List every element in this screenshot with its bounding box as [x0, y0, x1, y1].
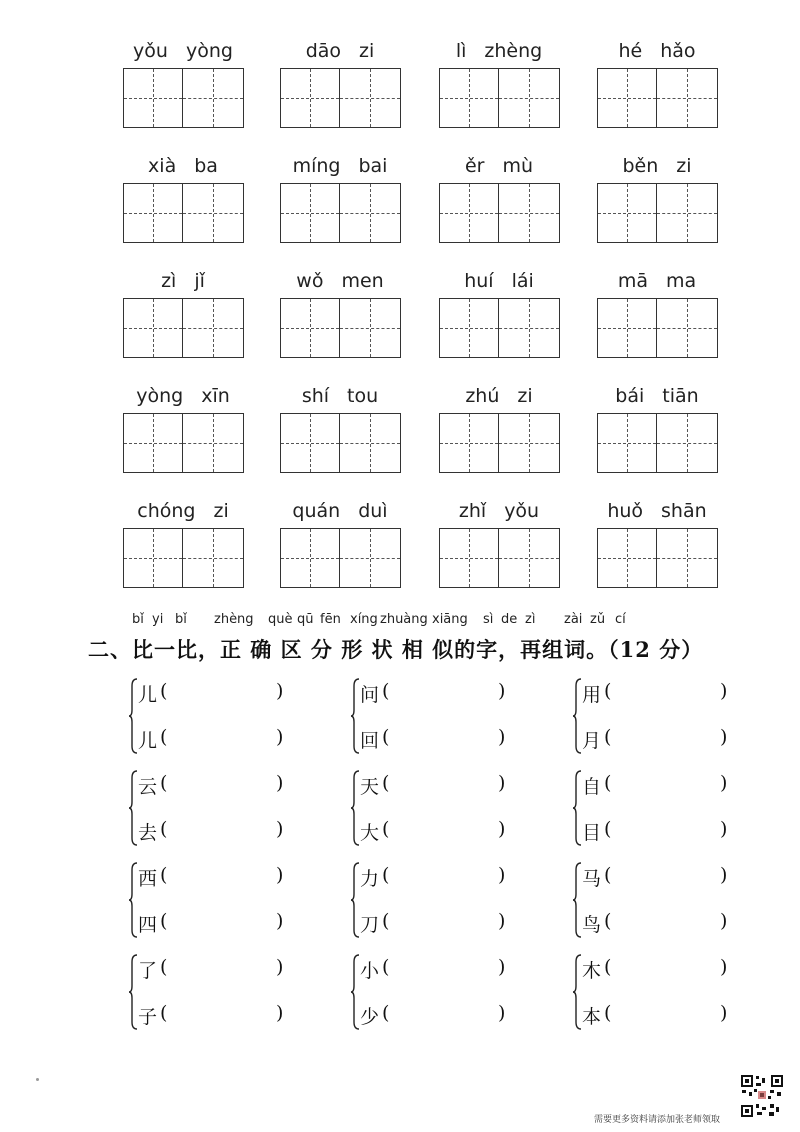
tianzige-box[interactable] — [340, 528, 401, 588]
writing-boxes — [439, 183, 562, 243]
pinyin-syllable: yòng — [185, 40, 233, 62]
section-title: 二、比一比，正 确 区 分 形 状 相 似的字，再组词。（12 分） — [88, 637, 704, 662]
character: 马 — [582, 868, 602, 890]
grid-row — [120, 496, 720, 611]
tianzige-box[interactable] — [183, 183, 244, 243]
word-building-entry[interactable] — [582, 772, 772, 798]
character-pair — [128, 948, 328, 1040]
answer-paren-open: ( — [382, 910, 390, 932]
pinyin-label — [277, 40, 403, 62]
pinyin-syllable: míng — [292, 155, 341, 177]
pinyin-syllable: ma — [666, 270, 697, 292]
word-cell — [594, 381, 720, 481]
tianzige-box[interactable] — [123, 68, 183, 128]
word-building-entry[interactable] — [582, 864, 772, 890]
character: 了 — [138, 960, 158, 982]
answer-paren-open: ( — [382, 1002, 390, 1024]
ruby-syllable: zì — [525, 612, 536, 627]
word-building-entry[interactable] — [360, 1002, 550, 1028]
answer-paren-open: ( — [604, 910, 612, 932]
brace-icon — [128, 862, 138, 938]
answer-paren-open: ( — [160, 680, 168, 702]
answer-paren-open: ( — [160, 726, 168, 748]
writing-boxes — [123, 68, 246, 128]
brace-icon — [128, 770, 138, 846]
word-cell — [120, 36, 246, 136]
answer-paren-open: ( — [604, 726, 612, 748]
pinyin-label — [120, 500, 246, 522]
pinyin-label — [594, 40, 720, 62]
answer-paren-open: ( — [382, 726, 390, 748]
brace-icon — [572, 770, 582, 846]
pinyin-syllable: jǐ — [194, 270, 205, 292]
character: 大 — [360, 822, 380, 844]
pinyin-syllable: bai — [358, 155, 388, 177]
ruby-syllable: zhuàng — [380, 612, 428, 627]
character-pair — [572, 672, 772, 764]
ruby-syllable: yi — [152, 612, 164, 627]
answer-paren-open: ( — [160, 864, 168, 886]
grid-row — [120, 266, 720, 381]
pinyin-label — [120, 40, 246, 62]
tianzige-box[interactable] — [657, 413, 718, 473]
pinyin-syllable: lì — [455, 40, 467, 62]
answer-paren-close: ) — [720, 680, 728, 702]
pinyin-label — [436, 155, 562, 177]
writing-boxes — [439, 68, 562, 128]
character-pair — [128, 856, 328, 948]
pinyin-syllable: zi — [676, 155, 692, 177]
tianzige-box[interactable] — [597, 528, 657, 588]
answer-paren-open: ( — [160, 772, 168, 794]
pinyin-syllable: yòng — [136, 385, 184, 407]
character: 木 — [582, 960, 602, 982]
tianzige-box[interactable] — [280, 413, 340, 473]
word-building-entry[interactable] — [582, 910, 772, 936]
pinyin-syllable: huí — [464, 270, 494, 292]
brace-icon — [350, 678, 360, 754]
section-title-pinyin — [132, 612, 772, 632]
word-building-entry[interactable] — [582, 680, 772, 706]
answer-paren-open: ( — [160, 910, 168, 932]
word-cell — [120, 151, 246, 251]
tianzige-box[interactable] — [597, 298, 657, 358]
word-cell — [594, 496, 720, 596]
answer-paren-open: ( — [604, 956, 612, 978]
writing-boxes — [439, 413, 562, 473]
tianzige-box[interactable] — [657, 183, 718, 243]
ruby-syllable: zài — [564, 612, 583, 627]
ruby-syllable: zhèng — [214, 612, 254, 627]
word-building-entry[interactable] — [360, 818, 550, 844]
writing-boxes — [597, 298, 720, 358]
word-cell — [277, 36, 403, 136]
character-pair — [350, 856, 550, 948]
ruby-syllable: què — [268, 612, 293, 627]
word-cell — [436, 151, 562, 251]
pinyin-label — [594, 270, 720, 292]
character: 月 — [582, 730, 602, 752]
pinyin-syllable: lái — [511, 270, 534, 292]
writing-boxes — [280, 68, 403, 128]
ruby-syllable: xiāng — [432, 612, 468, 627]
word-cell — [436, 381, 562, 481]
tianzige-box[interactable] — [499, 298, 560, 358]
character: 天 — [360, 776, 380, 798]
answer-paren-open: ( — [382, 818, 390, 840]
pinyin-syllable: chóng — [137, 500, 196, 522]
answer-paren-close: ) — [276, 818, 284, 840]
answer-paren-close: ) — [720, 726, 728, 748]
pinyin-label — [436, 40, 562, 62]
answer-paren-close: ) — [276, 772, 284, 794]
pinyin-label — [436, 385, 562, 407]
character: 儿 — [138, 730, 158, 752]
pinyin-syllable: shí — [301, 385, 330, 407]
answer-paren-close: ) — [498, 956, 506, 978]
answer-paren-open: ( — [382, 864, 390, 886]
ruby-syllable: de — [501, 612, 518, 627]
pinyin-syllable: dāo — [305, 40, 342, 62]
character: 西 — [138, 868, 158, 890]
answer-paren-open: ( — [160, 956, 168, 978]
character: 四 — [138, 914, 158, 936]
tianzige-box[interactable] — [499, 528, 560, 588]
answer-paren-close: ) — [498, 680, 506, 702]
writing-boxes — [439, 528, 562, 588]
answer-paren-open: ( — [160, 818, 168, 840]
word-cell — [277, 266, 403, 366]
pinyin-syllable: hé — [618, 40, 643, 62]
word-building-entry[interactable] — [582, 818, 772, 844]
pinyin-syllable: men — [341, 270, 384, 292]
answer-paren-close: ) — [498, 910, 506, 932]
pinyin-syllable: yǒu — [133, 40, 168, 62]
writing-boxes — [280, 298, 403, 358]
tianzige-box[interactable] — [439, 298, 499, 358]
word-building-entry[interactable] — [138, 1002, 328, 1028]
brace-icon — [350, 862, 360, 938]
pinyin-syllable: huǒ — [607, 500, 644, 522]
pinyin-label — [436, 270, 562, 292]
tianzige-box[interactable] — [280, 183, 340, 243]
answer-paren-close: ) — [720, 772, 728, 794]
word-building-entry[interactable] — [360, 726, 550, 752]
pinyin-syllable: wǒ — [296, 270, 324, 292]
tianzige-box[interactable] — [439, 183, 499, 243]
pinyin-label — [277, 270, 403, 292]
grid-row — [120, 151, 720, 266]
tianzige-box[interactable] — [280, 68, 340, 128]
answer-paren-open: ( — [604, 680, 612, 702]
character: 子 — [138, 1006, 158, 1028]
ruby-syllable: fēn — [320, 612, 341, 627]
answer-paren-close: ) — [498, 772, 506, 794]
ruby-syllable: qū — [297, 612, 314, 627]
word-building-entry[interactable] — [360, 864, 550, 890]
tianzige-box[interactable] — [183, 413, 244, 473]
grid-row — [120, 381, 720, 496]
word-building-entry[interactable] — [138, 864, 328, 890]
pinyin-label — [120, 385, 246, 407]
character: 鸟 — [582, 914, 602, 936]
character: 小 — [360, 960, 380, 982]
brace-icon — [572, 678, 582, 754]
character-pair — [350, 764, 550, 856]
footer-note: 需要更多资料请添加张老师领取 — [594, 1115, 721, 1125]
answer-paren-close: ) — [720, 910, 728, 932]
pinyin-syllable: zi — [213, 500, 229, 522]
word-cell — [277, 151, 403, 251]
character: 回 — [360, 730, 380, 752]
character: 用 — [582, 684, 602, 706]
pinyin-label — [594, 155, 720, 177]
character-pair — [350, 672, 550, 764]
answer-paren-open: ( — [604, 864, 612, 886]
word-building-entry[interactable] — [138, 910, 328, 936]
grid-row — [120, 36, 720, 151]
tianzige-box[interactable] — [499, 68, 560, 128]
brace-icon — [572, 954, 582, 1030]
answer-paren-open: ( — [604, 772, 612, 794]
brace-icon — [572, 862, 582, 938]
character: 云 — [138, 776, 158, 798]
pinyin-label — [594, 385, 720, 407]
writing-boxes — [280, 183, 403, 243]
answer-paren-close: ) — [276, 864, 284, 886]
answer-paren-open: ( — [604, 818, 612, 840]
answer-paren-open: ( — [382, 772, 390, 794]
word-building-entry[interactable] — [138, 726, 328, 752]
brace-icon — [128, 678, 138, 754]
tianzige-box[interactable] — [439, 68, 499, 128]
tianzige-box[interactable] — [340, 68, 401, 128]
character: 少 — [360, 1006, 380, 1028]
pinyin-label — [120, 155, 246, 177]
tianzige-box[interactable] — [280, 298, 340, 358]
word-cell — [436, 266, 562, 366]
answer-paren-close: ) — [498, 864, 506, 886]
pinyin-writing-grid — [120, 36, 720, 611]
answer-paren-close: ) — [276, 956, 284, 978]
pinyin-syllable: hǎo — [660, 40, 696, 62]
tianzige-box[interactable] — [597, 68, 657, 128]
pinyin-syllable: quán — [292, 500, 341, 522]
tianzige-box[interactable] — [499, 413, 560, 473]
pinyin-syllable: zhú — [465, 385, 500, 407]
tianzige-box[interactable] — [123, 298, 183, 358]
ruby-syllable: cí — [615, 612, 626, 627]
word-building-entry[interactable] — [582, 1002, 772, 1028]
pinyin-syllable: ěr — [464, 155, 485, 177]
word-building-entry[interactable] — [360, 910, 550, 936]
pinyin-syllable: xīn — [201, 385, 230, 407]
ruby-syllable: bǐ — [175, 612, 187, 627]
character: 目 — [582, 822, 602, 844]
ruby-syllable: xíng — [350, 612, 378, 627]
pinyin-label — [277, 155, 403, 177]
character: 本 — [582, 1006, 602, 1028]
pinyin-syllable: zì — [161, 270, 177, 292]
ruby-syllable: sì — [483, 612, 494, 627]
word-building-entry[interactable] — [138, 772, 328, 798]
pinyin-syllable: zi — [517, 385, 533, 407]
pinyin-label — [277, 500, 403, 522]
word-cell — [120, 496, 246, 596]
answer-paren-close: ) — [498, 818, 506, 840]
writing-boxes — [597, 413, 720, 473]
pinyin-syllable: ba — [194, 155, 218, 177]
answer-paren-close: ) — [720, 818, 728, 840]
character-pair — [572, 948, 772, 1040]
scan-speck — [36, 1078, 39, 1081]
tianzige-box[interactable] — [183, 68, 244, 128]
pinyin-label — [594, 500, 720, 522]
pinyin-syllable: duì — [358, 500, 388, 522]
writing-boxes — [123, 528, 246, 588]
pinyin-syllable: běn — [622, 155, 659, 177]
pinyin-syllable: tou — [347, 385, 379, 407]
word-cell — [277, 496, 403, 596]
character-pair — [350, 948, 550, 1040]
answer-paren-open: ( — [382, 680, 390, 702]
pinyin-syllable: zhǐ — [458, 500, 487, 522]
word-building-entry[interactable] — [582, 726, 772, 752]
character: 力 — [360, 868, 380, 890]
word-building-entry[interactable] — [138, 680, 328, 706]
pinyin-syllable: shān — [661, 500, 707, 522]
tianzige-box[interactable] — [123, 183, 183, 243]
word-cell — [594, 36, 720, 136]
character: 去 — [138, 822, 158, 844]
answer-paren-close: ) — [498, 726, 506, 748]
writing-boxes — [123, 298, 246, 358]
brace-icon — [350, 770, 360, 846]
character-pair — [128, 672, 328, 764]
character-pair — [128, 764, 328, 856]
writing-boxes — [597, 68, 720, 128]
tianzige-box[interactable] — [340, 413, 401, 473]
answer-paren-close: ) — [276, 726, 284, 748]
character: 刀 — [360, 914, 380, 936]
character: 儿 — [138, 684, 158, 706]
tianzige-box[interactable] — [183, 298, 244, 358]
tianzige-box[interactable] — [597, 413, 657, 473]
character-pair — [572, 856, 772, 948]
answer-paren-open: ( — [604, 1002, 612, 1024]
character: 自 — [582, 776, 602, 798]
tianzige-box[interactable] — [657, 68, 718, 128]
word-building-entry[interactable] — [138, 818, 328, 844]
writing-boxes — [280, 528, 403, 588]
ruby-syllable: bǐ — [132, 612, 144, 627]
answer-paren-close: ) — [720, 956, 728, 978]
word-building-entry[interactable] — [360, 772, 550, 798]
writing-boxes — [597, 528, 720, 588]
brace-icon — [350, 954, 360, 1030]
word-cell — [120, 266, 246, 366]
writing-boxes — [597, 183, 720, 243]
pinyin-syllable: tiān — [662, 385, 699, 407]
tianzige-box[interactable] — [597, 183, 657, 243]
pinyin-syllable: xià — [148, 155, 177, 177]
writing-boxes — [123, 183, 246, 243]
writing-boxes — [123, 413, 246, 473]
pinyin-syllable: zi — [359, 40, 375, 62]
pinyin-syllable: mù — [502, 155, 534, 177]
pinyin-label — [436, 500, 562, 522]
answer-paren-close: ) — [276, 680, 284, 702]
writing-boxes — [280, 413, 403, 473]
tianzige-box[interactable] — [340, 183, 401, 243]
ruby-syllable: zǔ — [590, 612, 606, 627]
word-building-entry[interactable] — [360, 680, 550, 706]
word-building-entry[interactable] — [582, 956, 772, 982]
word-cell — [594, 266, 720, 366]
pinyin-syllable: zhèng — [484, 40, 543, 62]
tianzige-box[interactable] — [280, 528, 340, 588]
answer-paren-close: ) — [720, 1002, 728, 1024]
tianzige-box[interactable] — [123, 528, 183, 588]
pinyin-label — [120, 270, 246, 292]
tianzige-box[interactable] — [439, 528, 499, 588]
word-cell — [436, 496, 562, 596]
answer-paren-close: ) — [276, 910, 284, 932]
writing-boxes — [439, 298, 562, 358]
word-cell — [120, 381, 246, 481]
character-pair — [572, 764, 772, 856]
answer-paren-close: ) — [276, 1002, 284, 1024]
word-cell — [277, 381, 403, 481]
tianzige-box[interactable] — [657, 528, 718, 588]
word-cell — [436, 36, 562, 136]
answer-paren-close: ) — [498, 1002, 506, 1024]
tianzige-box[interactable] — [499, 183, 560, 243]
brace-icon — [128, 954, 138, 1030]
pinyin-syllable: yǒu — [504, 500, 540, 522]
word-building-entry[interactable] — [138, 956, 328, 982]
pinyin-syllable: bái — [615, 385, 645, 407]
tianzige-box[interactable] — [340, 298, 401, 358]
answer-paren-open: ( — [160, 1002, 168, 1024]
tianzige-box[interactable] — [183, 528, 244, 588]
pinyin-syllable: mā — [617, 270, 648, 292]
word-building-entry[interactable] — [360, 956, 550, 982]
tianzige-box[interactable] — [657, 298, 718, 358]
word-cell — [594, 151, 720, 251]
answer-paren-close: ) — [720, 864, 728, 886]
character: 问 — [360, 684, 380, 706]
pinyin-label — [277, 385, 403, 407]
answer-paren-open: ( — [382, 956, 390, 978]
tianzige-box[interactable] — [439, 413, 499, 473]
tianzige-box[interactable] — [123, 413, 183, 473]
